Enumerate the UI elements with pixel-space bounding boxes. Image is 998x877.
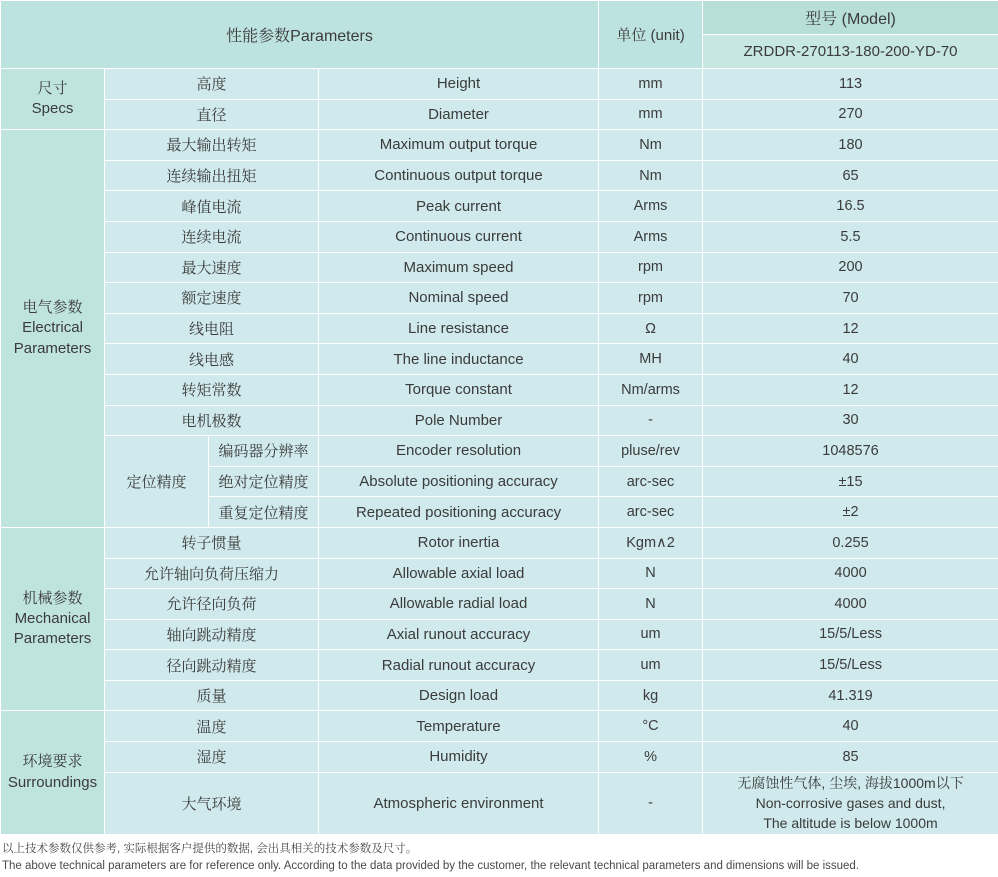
param-unit: Nm (599, 130, 703, 161)
header-unit: 单位 (unit) (599, 1, 703, 69)
group-label-line2: Specs (31, 100, 74, 118)
table-row (1, 650, 998, 681)
param-cn: 额定速度 (105, 283, 319, 314)
group-label-specs (1, 69, 105, 130)
header-model: 型号 (Model) (703, 1, 998, 35)
param-value: 4000 (703, 558, 998, 589)
group-label-line3: Parameters (13, 630, 92, 648)
table-row (1, 99, 998, 130)
param-cn: 峰值电流 (105, 191, 319, 222)
param-value: 0.255 (703, 527, 998, 558)
param-unit: Nm/arms (599, 374, 703, 405)
group-label-line1: 尺寸 (37, 79, 68, 97)
param-cn: 质量 (105, 680, 319, 711)
param-unit: - (599, 405, 703, 436)
param-unit: Ω (599, 313, 703, 344)
atmosphere-value-line2: Non-corrosive gases and dust, (755, 795, 946, 811)
param-sub-cn: 重复定位精度 (209, 497, 319, 528)
param-value: 12 (703, 313, 998, 344)
group-label-electrical (1, 130, 105, 528)
param-cn: 连续电流 (105, 221, 319, 252)
param-cn: 高度 (105, 69, 319, 100)
param-unit: N (599, 589, 703, 620)
table-row (1, 283, 998, 314)
param-value: 12 (703, 374, 998, 405)
param-en: Humidity (319, 742, 599, 773)
param-value: 65 (703, 160, 998, 191)
param-value: 15/5/Less (703, 619, 998, 650)
param-value: 200 (703, 252, 998, 283)
table-row (1, 344, 998, 375)
param-en: Encoder resolution (319, 436, 599, 467)
param-value: 270 (703, 99, 998, 130)
param-value: 16.5 (703, 191, 998, 222)
param-en: Maximum output torque (319, 130, 599, 161)
header-parameters: 性能参数Parameters (1, 1, 599, 69)
footnote-cn: 以上技术参数仅供参考, 实际根据客户提供的数据, 会出具相关的技术参数及尺寸。 (2, 842, 418, 855)
table-row (1, 405, 998, 436)
table-row (1, 313, 998, 344)
param-en: Absolute positioning accuracy (319, 466, 599, 497)
group-label-line2: Mechanical (14, 610, 91, 628)
param-unit: N (599, 558, 703, 589)
param-cn: 转矩常数 (105, 374, 319, 405)
atmosphere-value-line1: 无腐蚀性气体, 尘埃, 海拔1000m以下 (737, 774, 964, 791)
param-unit: pluse/rev (599, 436, 703, 467)
param-value: 40 (703, 344, 998, 375)
param-unit: mm (599, 69, 703, 100)
param-unit: mm (599, 99, 703, 130)
param-unit: arc-sec (599, 466, 703, 497)
param-en: Continuous current (319, 221, 599, 252)
atmosphere-value-line3: The altitude is below 1000m (763, 815, 938, 832)
param-unit: Nm (599, 160, 703, 191)
param-en: Atmospheric environment (319, 772, 599, 834)
param-unit: rpm (599, 252, 703, 283)
table-row (1, 160, 998, 191)
param-value: ±2 (703, 497, 998, 528)
param-unit: um (599, 619, 703, 650)
param-cn: 轴向跳动精度 (105, 619, 319, 650)
param-unit: °C (599, 711, 703, 742)
param-en: Temperature (319, 711, 599, 742)
group-label-line1: 电气参数 (22, 299, 83, 317)
group-label-mechanical (1, 527, 105, 711)
param-unit: Arms (599, 221, 703, 252)
param-value: 41.319 (703, 680, 998, 711)
param-en: Rotor inertia (319, 527, 599, 558)
param-value: 180 (703, 130, 998, 161)
param-en: Radial runout accuracy (319, 650, 599, 681)
table-row (1, 558, 998, 589)
param-en: Nominal speed (319, 283, 599, 314)
param-unit: arc-sec (599, 497, 703, 528)
param-value: 70 (703, 283, 998, 314)
param-cn: 连续输出扭矩 (105, 160, 319, 191)
table-row (1, 221, 998, 252)
subgroup-label-accuracy: 定位精度 (105, 436, 209, 528)
param-unit: MH (599, 344, 703, 375)
param-unit: - (599, 772, 703, 834)
table-row-atmosphere (1, 772, 998, 834)
param-cn: 大气环境 (105, 772, 319, 834)
param-cn: 最大速度 (105, 252, 319, 283)
param-value: 85 (703, 742, 998, 773)
param-en: Allowable radial load (319, 589, 599, 620)
param-cn: 允许径向负荷 (105, 589, 319, 620)
param-value: 113 (703, 69, 998, 100)
table-header (1, 1, 998, 69)
table-row (1, 436, 998, 467)
param-value: 40 (703, 711, 998, 742)
param-en: Continuous output torque (319, 160, 599, 191)
param-en: Allowable axial load (319, 558, 599, 589)
param-en: Pole Number (319, 405, 599, 436)
param-value: 30 (703, 405, 998, 436)
param-value: 15/5/Less (703, 650, 998, 681)
param-value-atmosphere (703, 772, 998, 834)
param-en: Line resistance (319, 313, 599, 344)
param-en: The line inductance (319, 344, 599, 375)
param-unit: Arms (599, 191, 703, 222)
param-unit: % (599, 742, 703, 773)
group-label-line2: Electrical (22, 319, 83, 337)
param-cn: 线电阻 (105, 313, 319, 344)
group-label-line1: 环境要求 (22, 753, 83, 771)
param-unit: um (599, 650, 703, 681)
param-en: Height (319, 69, 599, 100)
param-cn: 温度 (105, 711, 319, 742)
table-row (1, 742, 998, 773)
table-row (1, 69, 998, 100)
param-cn: 直径 (105, 99, 319, 130)
param-cn: 允许轴向负荷压缩力 (105, 558, 319, 589)
table-row (1, 374, 998, 405)
param-value: 1048576 (703, 436, 998, 467)
group-label-surroundings (1, 711, 105, 834)
table-row (1, 527, 998, 558)
group-label-line3: Parameters (13, 339, 92, 357)
param-en: Maximum speed (319, 252, 599, 283)
param-en: Repeated positioning accuracy (319, 497, 599, 528)
table-row (1, 711, 998, 742)
param-en: Design load (319, 680, 599, 711)
header-model-value: ZRDDR-270113-180-200-YD-70 (703, 35, 998, 69)
param-en: Diameter (319, 99, 599, 130)
param-sub-cn: 编码器分辨率 (209, 436, 319, 467)
param-cn: 径向跳动精度 (105, 650, 319, 681)
param-value: ±15 (703, 466, 998, 497)
param-sub-cn: 绝对定位精度 (209, 466, 319, 497)
table-row (1, 191, 998, 222)
group-label-line2: Surroundings (7, 773, 98, 791)
footnotes (0, 835, 998, 877)
table-row (1, 130, 998, 161)
table-row (1, 680, 998, 711)
param-cn: 湿度 (105, 742, 319, 773)
param-cn: 最大输出转矩 (105, 130, 319, 161)
table-row (1, 252, 998, 283)
param-value: 4000 (703, 589, 998, 620)
param-en: Torque constant (319, 374, 599, 405)
footnote-en: The above technical parameters are for reference only. According to the data provided by the customer, the relevant technical parameters and dimensions will be issued. (2, 860, 860, 873)
table-row (1, 619, 998, 650)
table-row (1, 589, 998, 620)
param-unit: Kgm∧2 (599, 527, 703, 558)
param-cn: 线电感 (105, 344, 319, 375)
param-en: Peak current (319, 191, 599, 222)
param-en: Axial runout accuracy (319, 619, 599, 650)
param-unit: kg (599, 680, 703, 711)
param-cn: 转子惯量 (105, 527, 319, 558)
param-value: 5.5 (703, 221, 998, 252)
param-unit: rpm (599, 283, 703, 314)
group-label-line1: 机械参数 (22, 589, 83, 607)
param-cn: 电机极数 (105, 405, 319, 436)
table-body (1, 69, 998, 835)
